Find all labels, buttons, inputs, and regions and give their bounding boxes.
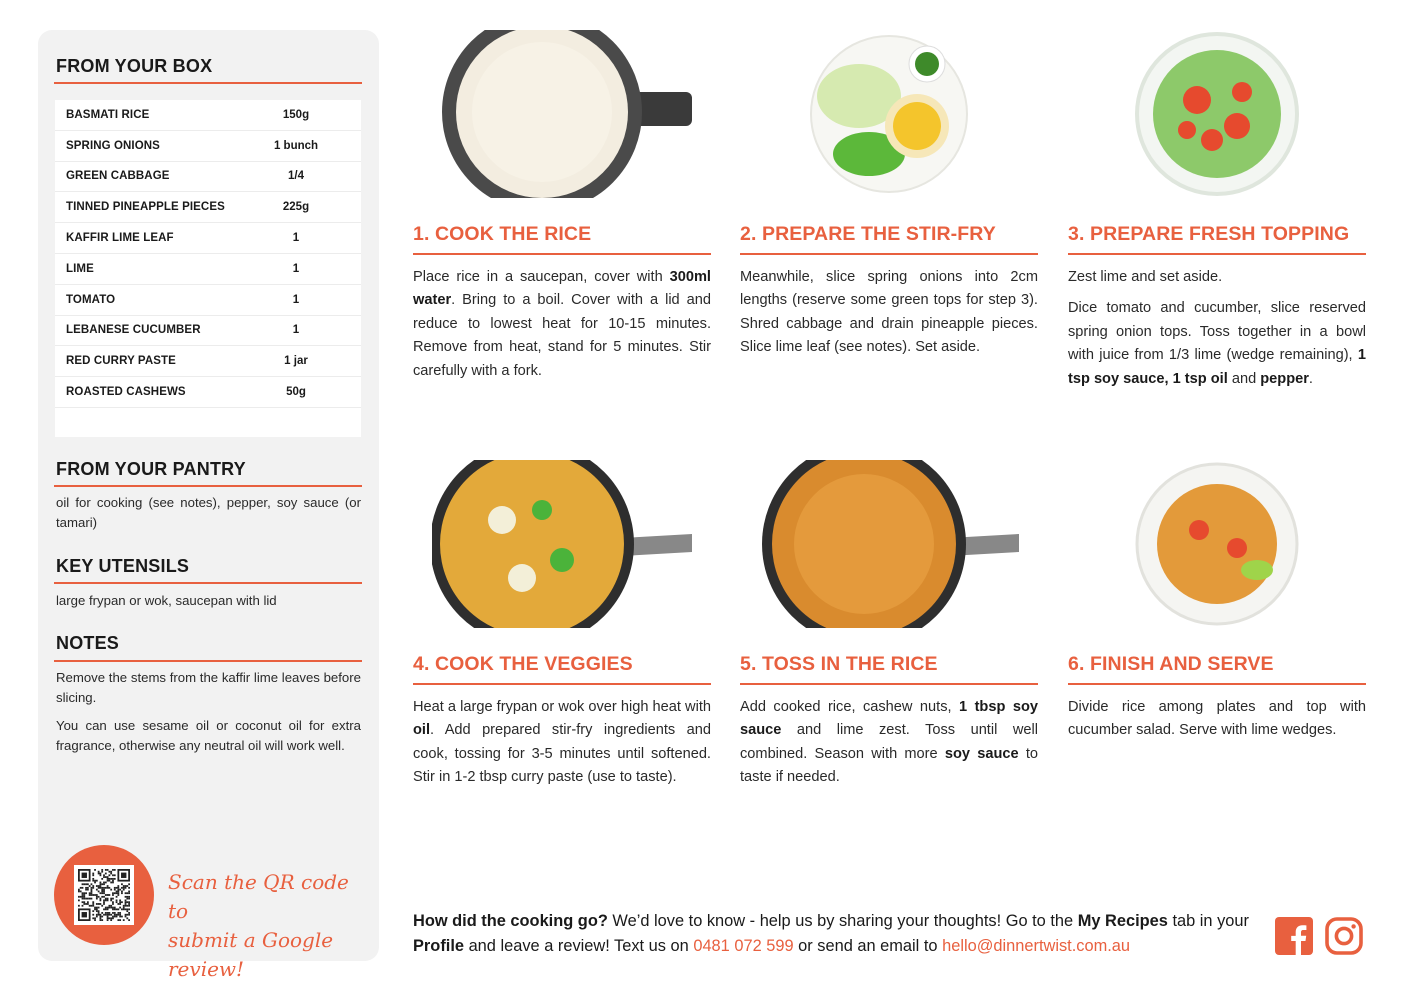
step-title-rule — [740, 683, 1038, 685]
step-instructions — [740, 696, 1038, 798]
wok-rice-icon — [759, 460, 1019, 633]
instruction-text: . Add prepared stir-fry ingredients and cook, tossing for 3-5 minutes until softened. Stir in 1-2 tbsp curry paste (use to taste). — [413, 722, 711, 786]
ingredient-name: BASMATI RICE — [66, 108, 150, 121]
instruction-text: Zest lime and set aside. — [1068, 269, 1223, 285]
box-heading: FROM YOUR BOX — [56, 56, 213, 76]
ingredient-qty: 1 bunch — [273, 139, 319, 152]
pantry-heading: FROM YOUR PANTRY — [56, 459, 246, 479]
ingredient-qty: 1 — [292, 293, 300, 306]
step-2 — [740, 30, 1038, 390]
ingredient-name: TINNED PINEAPPLE PIECES — [66, 201, 225, 214]
ingredient-row — [55, 192, 361, 223]
instruction-text: . Bring to a boil. Cover with a lid and reduce to lowest heat for 10-15 minutes. Remove from heat, stand for 5 minutes. Stir carefully with a fork. — [413, 292, 711, 379]
instruction-emphasis: oil — [413, 722, 431, 739]
instruction-emphasis: 1 tbsp soy sauce — [740, 699, 1038, 739]
ingredient-qty: 225g — [282, 201, 310, 214]
step-6 — [1068, 460, 1366, 820]
instruction-text: . — [1308, 370, 1313, 387]
qr-caption-line-2: submit a Google review! — [168, 928, 334, 981]
ingredients-sidebar — [38, 30, 379, 981]
salad-bowl-icon — [1087, 30, 1347, 203]
notes-heading-rule — [54, 660, 362, 662]
step-4 — [413, 460, 711, 820]
step-title: 3. PREPARE FRESH TOPPING — [1068, 223, 1350, 245]
step-5 — [740, 460, 1038, 820]
ingredient-qty: 50g — [286, 386, 306, 399]
step-instructions — [1068, 696, 1366, 751]
qr-caption — [168, 868, 368, 984]
ingredient-row — [55, 131, 361, 162]
instruction-paragraph — [413, 696, 711, 790]
instruction-emphasis: 300ml water — [413, 269, 711, 309]
contact-link[interactable]: hello@dinnertwist.com.au — [942, 937, 1131, 955]
ingredient-row — [55, 346, 361, 377]
instruction-text: Divide rice among plates and top with cucumber salad. Serve with lime wedges. — [1068, 699, 1366, 739]
note-2: You can use sesame oil or coconut oil for extra fragrance, otherwise any neutral oil will work well. — [56, 718, 361, 753]
step-title: 4. COOK THE VEGGIES — [413, 653, 633, 675]
instruction-paragraph — [1068, 266, 1366, 289]
box-heading-rule — [54, 82, 362, 84]
ingredient-qty: 1 — [292, 232, 300, 245]
ingredient-row — [55, 100, 361, 131]
step-3 — [1068, 30, 1366, 390]
ingredient-name: SPRING ONIONS — [66, 139, 160, 152]
note-1: Remove the stems from the kaffir lime leaves before slicing. — [56, 670, 361, 705]
ingredient-row — [55, 254, 361, 285]
footer-emphasis: My Recipes — [1077, 912, 1168, 930]
instruction-paragraph — [413, 266, 711, 383]
utensils-text: large frypan or wok, saucepan with lid — [56, 593, 277, 608]
step-instructions — [413, 696, 711, 798]
instruction-text: Meanwhile, slice spring onions into 2cm lengths (reserve some green tops for step 3). Shred cabbage and drain pineapple pieces. Slice lime leaf (see notes). Set aside. — [740, 269, 1038, 356]
qr-code-icon[interactable] — [74, 865, 134, 925]
footer-emphasis: How did the cooking go? — [413, 912, 608, 930]
footer-text-segment: or send an email to — [793, 937, 943, 955]
step-title: 5. TOSS IN THE RICE — [740, 653, 938, 675]
instruction-paragraph — [740, 696, 1038, 790]
step-instructions — [1068, 266, 1366, 399]
step-1 — [413, 30, 711, 390]
footer-text-segment: and leave a review! Text us on — [464, 937, 694, 955]
ingredient-name: TOMATO — [66, 293, 116, 306]
instruction-text: Add cooked rice, cashew nuts, — [740, 699, 959, 715]
ingredients-table — [55, 100, 361, 437]
ingredient-name: ROASTED CASHEWS — [66, 386, 186, 399]
utensils-heading-rule — [54, 582, 362, 584]
instruction-emphasis: 1 tsp soy sauce, 1 tsp oil — [1068, 347, 1366, 387]
notes-heading: NOTES — [56, 633, 120, 653]
utensils-heading: KEY UTENSILS — [56, 556, 190, 576]
review-footer — [413, 909, 1263, 959]
instruction-text: and — [1227, 370, 1261, 387]
ingredient-name: KAFFIR LIME LEAF — [66, 232, 174, 245]
wok-veggies-icon — [432, 460, 692, 633]
ingredient-qty: 150g — [282, 108, 310, 121]
step-title: 6. FINISH AND SERVE — [1068, 653, 1274, 675]
footer-emphasis: Profile — [413, 937, 465, 955]
instruction-text: Dice tomato and cucumber, slice reserved spring onion tops. Toss together in a bowl with juice from 1/3 lime (wedge remaining), — [1068, 300, 1366, 364]
qr-badge — [54, 845, 154, 945]
ingredient-row — [55, 162, 361, 193]
instruction-paragraph — [1068, 297, 1366, 391]
served-plate-icon — [1087, 460, 1347, 633]
ingredient-row — [55, 285, 361, 316]
step-title: 1. COOK THE RICE — [413, 223, 592, 245]
step-title: 2. PREPARE THE STIR-FRY — [740, 223, 996, 245]
instruction-text: Place rice in a saucepan, cover with — [413, 269, 670, 285]
ingredient-qty: 1 — [292, 324, 300, 337]
instruction-text: to taste if needed. — [740, 745, 1039, 786]
step-title-rule — [413, 683, 711, 685]
contact-link[interactable]: 0481 072 599 — [693, 937, 794, 955]
ingredient-row — [55, 223, 361, 254]
step-title-rule — [1068, 253, 1366, 255]
footer-text-segment: tab in your — [1167, 912, 1249, 930]
step-title-rule — [413, 253, 711, 255]
facebook-icon[interactable] — [1275, 917, 1313, 955]
instruction-paragraph — [740, 266, 1038, 360]
instruction-paragraph — [1068, 696, 1366, 743]
step-title-rule — [740, 253, 1038, 255]
step-title-rule — [1068, 683, 1366, 685]
footer-text-segment: We’d love to know - help us by sharing your thoughts! Go to the — [607, 912, 1078, 930]
ingredient-qty: 1/4 — [288, 170, 304, 183]
pantry-heading-rule — [54, 485, 362, 487]
ingredient-name: GREEN CABBAGE — [66, 170, 170, 183]
instruction-text: and lime zest. Toss until well combined. Season with more — [740, 722, 1038, 762]
ingredient-qty: 1 — [292, 262, 300, 275]
instruction-emphasis: pepper — [1260, 370, 1309, 387]
ingredient-qty: 1 jar — [284, 355, 308, 368]
instruction-emphasis: soy sauce — [944, 745, 1019, 762]
ingredient-row — [55, 316, 361, 347]
rice-saucepan-icon — [432, 30, 692, 203]
pantry-text: oil for cooking (see notes), pepper, soy sauce (or tamari) — [56, 495, 361, 530]
step-instructions — [740, 266, 1038, 368]
ingredient-row — [55, 377, 361, 408]
instagram-icon[interactable] — [1325, 917, 1363, 955]
qr-caption-line-1: Scan the QR code to — [168, 870, 349, 923]
ingredient-name: RED CURRY PASTE — [66, 355, 176, 368]
ingredient-name: LEBANESE CUCUMBER — [66, 324, 201, 337]
prepped-veggies-plate-icon — [759, 30, 1019, 203]
step-instructions — [413, 266, 711, 391]
instruction-text: Heat a large frypan or wok over high heat with — [413, 699, 711, 715]
ingredient-name: LIME — [66, 262, 94, 275]
